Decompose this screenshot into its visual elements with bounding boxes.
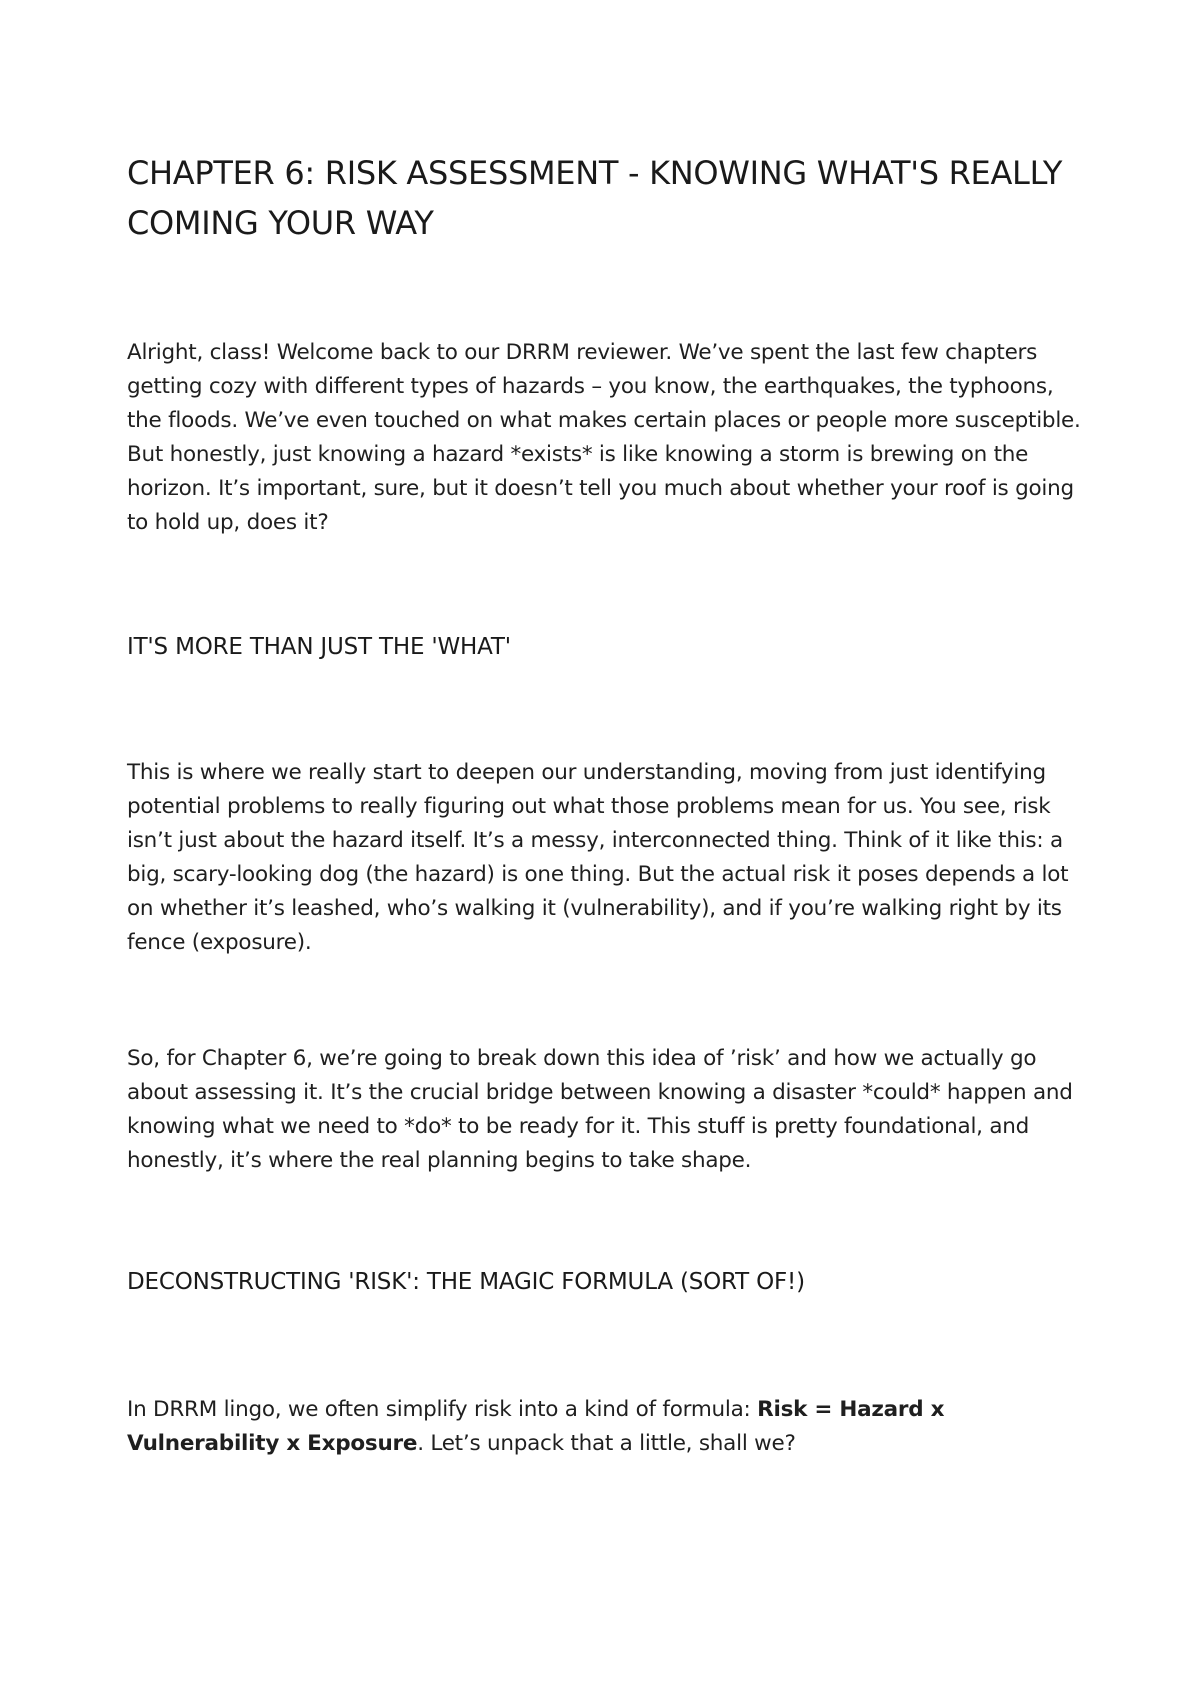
section-1-paragraph-1: This is where we really start to deepen our understanding, moving from just identifying potential problems to really figuring out what those problems mean for us. You see, risk isn’t just about the hazard itself. It’s a messy, interconnected thing. Think of it like this: a big, scary-looking dog (the hazard) is one thing. But the actual risk it poses depends a lot on whether it’s leashed, who’s walking it (vulnerability), and if you’re walking right by its fence (exposure). (127, 760, 1069, 955)
formula-paragraph-prefix: In DRRM lingo, we often simplify risk into a kind of formula: (127, 1397, 758, 1422)
section-heading-more-than-what: IT'S MORE THAN JUST THE 'WHAT' (127, 634, 511, 660)
formula-paragraph-suffix: . Let’s unpack that a little, shall we? (417, 1431, 796, 1456)
chapter-title: CHAPTER 6: RISK ASSESSMENT - KNOWING WHAT'S REALLY COMING YOUR WAY (127, 154, 1063, 242)
intro-paragraph: Alright, class! Welcome back to our DRRM reviewer. We’ve spent the last few chapters getting cozy with different types of hazards – you know, the earthquakes, the typhoons, the floods. We’ve even touched on what makes certain places or people more susceptible. But honestly, just knowing a hazard *exists* is like knowing a storm is brewing on the horizon. It’s important, sure, but it doesn’t tell you much about whether your roof is going to hold up, does it? (127, 340, 1081, 535)
section-1-paragraph-2: So, for Chapter 6, we’re going to break down this idea of ’risk’ and how we actually go about assessing it. It’s the crucial bridge between knowing a disaster *could* happen and knowing what we need to *do* to be ready for it. This stuff is pretty foundational, and honestly, it’s where the real planning begins to take shape. (127, 1046, 1073, 1173)
section-heading-deconstructing-risk: DECONSTRUCTING 'RISK': THE MAGIC FORMULA (SORT OF!) (127, 1269, 805, 1295)
risk-formula: Risk = Hazard x Vulnerability x Exposure (127, 1397, 945, 1456)
formula-paragraph (127, 1393, 1087, 1461)
